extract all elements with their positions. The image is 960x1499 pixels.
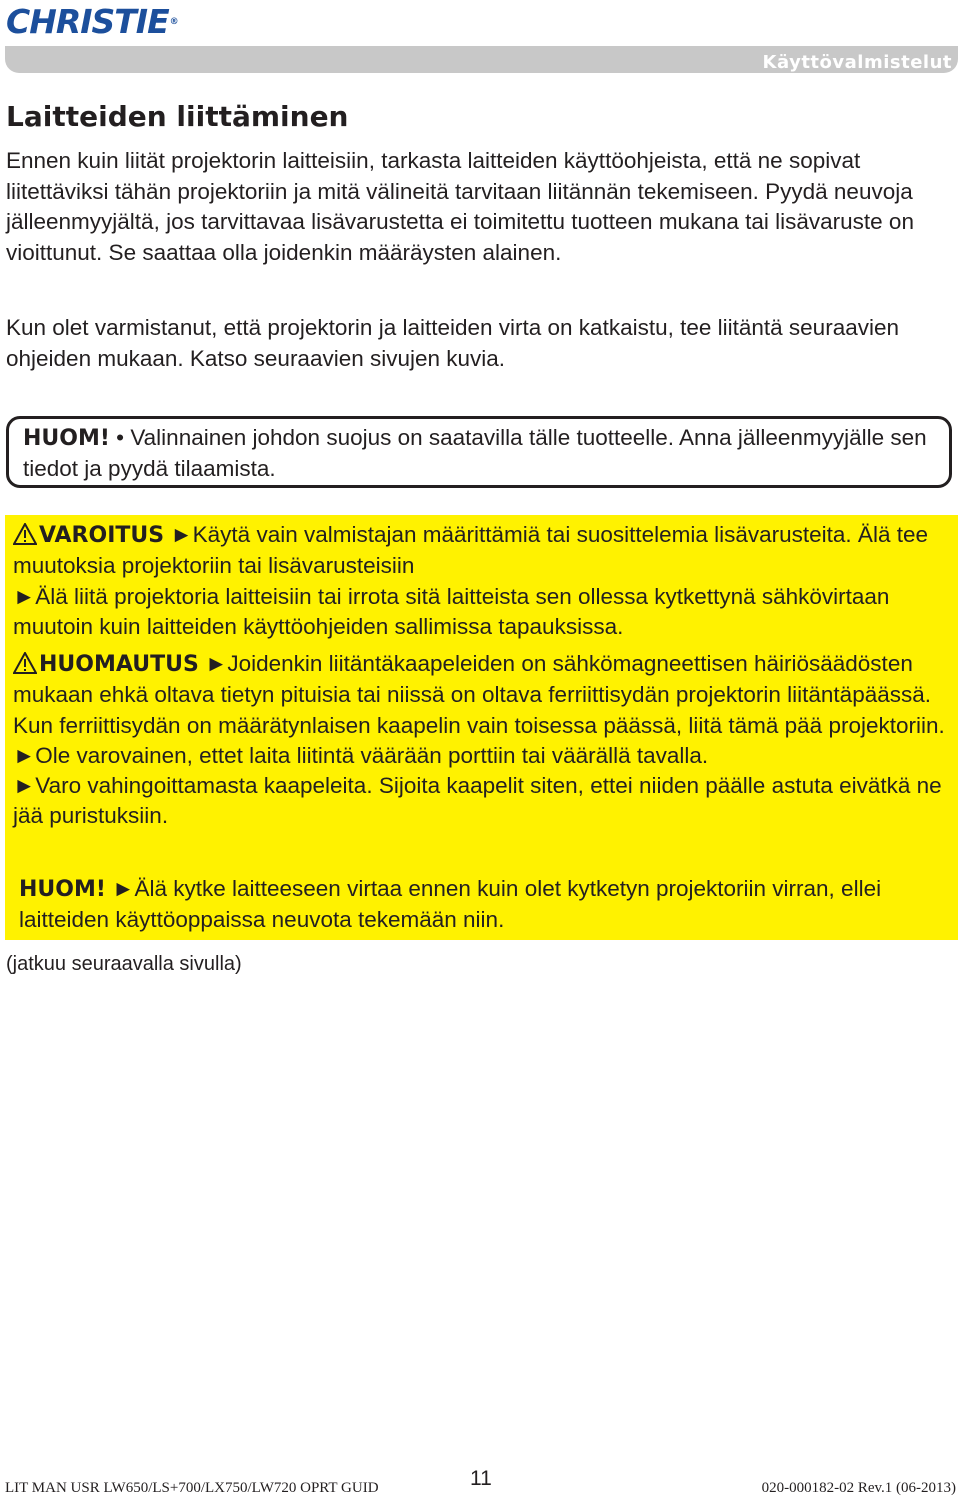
- brand-name: CHRISTIE: [6, 2, 169, 41]
- note-box: [6, 416, 952, 488]
- note-label: HUOM!: [23, 426, 110, 451]
- instruction-paragraph: Kun olet varmistanut, että projektorin ja laitteiden virta on katkaistu, tee liitäntä seuraavien ohjeiden mukaan. Katso seuraavien sivujen kuvia.: [6, 315, 899, 371]
- section-label: Käyttövalmistelut: [762, 52, 952, 73]
- note2-arrow: ►: [112, 876, 135, 901]
- caution-line-1: Joidenkin liitäntäkaapeleiden on sähkömagneettisen häiriösäädösten mukaan ehkä oltava tietyn pituisia tai niissä on oltava ferriittisydän projektorin liitäntäpäässä. Kun ferriittisydän on määrätynlaisen kaapelin vain toisessa päässä, liitä tämä pää projektoriin.: [13, 651, 945, 738]
- continued-note: (jatkuu seuraavalla sivulla): [6, 953, 242, 975]
- footer-document-id: LIT MAN USR LW650/LS+700/LX750/LW720 OPRT GUID: [5, 1480, 379, 1496]
- warning-line-1: Käytä vain valmistajan määrittämiä tai suosittelemia lisävarusteita. Älä tee muutoksia projektoriin tai lisävarusteisiin: [13, 522, 928, 579]
- caution-triangle-icon: [13, 652, 37, 674]
- caution-line-2: Ole varovainen, ettet laita liitintä väärään porttiin tai väärällä tavalla.: [35, 742, 709, 768]
- warning-block: [13, 520, 948, 642]
- caution-block: [13, 649, 948, 832]
- warning-arrow: ►: [170, 522, 193, 547]
- warning-triangle-icon: [13, 523, 37, 545]
- page-title: Laitteiden liittäminen: [6, 100, 349, 133]
- note-text: Valinnainen johdon suojus on saatavilla tälle tuotteelle. Anna jälleenmyyjälle sen tiedot ja pyydä tilaamista.: [23, 425, 927, 481]
- page-number: 11: [470, 1467, 492, 1490]
- note2-text: Älä kytke laitteeseen virtaa ennen kuin olet kytketyn projektoriin virran, ellei laitteiden käyttöoppaissa neuvota tekemään niin.: [19, 876, 882, 933]
- footer-revision: 020-000182-02 Rev.1 (06-2013): [761, 1480, 956, 1496]
- note2-block: [19, 874, 954, 936]
- safety-panel: [5, 515, 958, 940]
- intro-paragraph: Ennen kuin liität projektorin laitteisiin, tarkasta laitteiden käyttöohjeista, että ne sopivat liitettäviksi tähän projektoriin ja mitä välineitä tarvitaan liitännän tekemiseen. Pyydä neuvoja jälleenmyyjältä, jos tarvittavaa lisävarustetta ei toimitettu tuotteen mukana tai lisävaruste on vioittunut. Se saattaa olla joidenkin määräysten alainen.: [6, 148, 914, 265]
- note-content: [23, 423, 943, 484]
- warning-line-2: Älä liitä projektoria laitteisiin tai irrota sitä laitteista sen ollessa kytkettynä sähkövirtaan muutoin kuin laitteiden käyttöohjeiden sallimissa tapauksissa.: [13, 583, 890, 639]
- note-bullet: •: [116, 425, 125, 450]
- caution-arrow-3: ►: [13, 773, 36, 799]
- caution-arrow-2: ►: [13, 742, 36, 768]
- caution-line-3: Varo vahingoittamasta kaapeleita. Sijoita kaapelit siten, ettei niiden päälle astuta eivätkä ne jää puristuksiin.: [13, 773, 942, 829]
- registered-mark: ®: [169, 17, 178, 27]
- caution-arrow-1: ►: [205, 651, 228, 676]
- warning-label: VAROITUS: [39, 523, 165, 548]
- caution-label: HUOMAUTUS: [39, 652, 199, 677]
- warning-arrow-2: ►: [13, 583, 36, 609]
- christie-logo: [6, 2, 178, 42]
- note2-label: HUOM!: [19, 877, 106, 902]
